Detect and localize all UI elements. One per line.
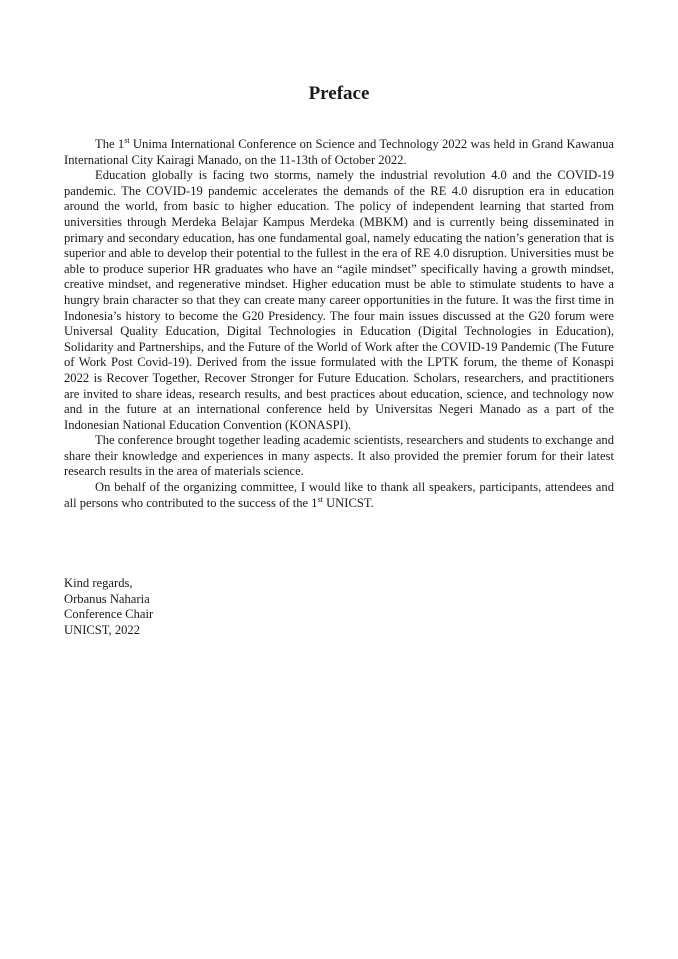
- signatory-role: Conference Chair: [64, 607, 154, 622]
- signature-block: [64, 576, 153, 638]
- paragraph-1-start: The 1: [95, 137, 125, 151]
- paragraph-4-end: UNICST.: [322, 495, 374, 510]
- paragraph-conference-intro: [64, 137, 614, 168]
- page-title: Preface: [308, 83, 370, 104]
- closing-greeting: Kind regards,: [64, 576, 133, 590]
- paragraph-conference-summary: The conference brought together leading academic scientists, researchers and students to exchange and share their knowledge and experiences in many aspects. It also provided the premier forum for their latest research results in the area of materials science.: [64, 433, 614, 479]
- ordinal-suffix: st: [124, 135, 130, 145]
- signatory-name: Orbanus Naharia: [64, 591, 150, 606]
- paragraph-1-end: Unima International Conference on Science and Technology 2022 was held in Grand Kawanua International City Kairagi Manado, on the 11-13th of October 2022.: [64, 137, 615, 167]
- ordinal-suffix: st: [317, 494, 323, 504]
- preface-body: [64, 137, 614, 511]
- paragraph-acknowledgement: [64, 480, 614, 511]
- paragraph-education-context: Education globally is facing two storms, namely the industrial revolution 4.0 and the COVID-19 pandemic. The COVID-19 pandemic accelerates the demands of the RE 4.0 disruption era in education around the world, from basic to higher education. The policy of independent learning that started from universities through Merdeka Belajar Kampus Merdeka (MBKM) and is currently being disseminated in primary and secondary education, has one fundamental goal, namely educating the nation’s generation that is superior and able to develop their potential to the fullest in the era of RE 4.0 disruption. Universities must be able to produce superior HR graduates who have an “agile mindset” specifically having a growth mindset, creative mindset, and regenerative mindset. Higher education must be able to stimulate students to have a hungry brain character so that they can create many career opportunities in the future. It was the first time in Indonesia’s history to become the G20 Presidency. The four main issues discussed at the G20 forum were Universal Quality Education, Digital Technologies in Education (Digital Technologies in Education), Solidarity and Partnerships, and the Future of the World of Work after the COVID-19 Pandemic (The Future of Work Post Covid-19). Derived from the issue formulated with the LPTK forum, the theme of Konaspi 2022 is Recover Together, Recover Stronger for Future Education. Scholars, researchers, and practitioners are invited to share ideas, research results, and best practices about education, science, and technology now and in the future at an international conference held by Universitas Negeri Manado as a part of the Indonesian National Education Convention (KONASPI).: [64, 168, 614, 432]
- signatory-organization: UNICST, 2022: [64, 622, 141, 637]
- paragraph-4-start: On behalf of the organizing committee, I would like to thank all speakers, participants, attendees and all persons who contributed to the success of the 1: [64, 480, 614, 510]
